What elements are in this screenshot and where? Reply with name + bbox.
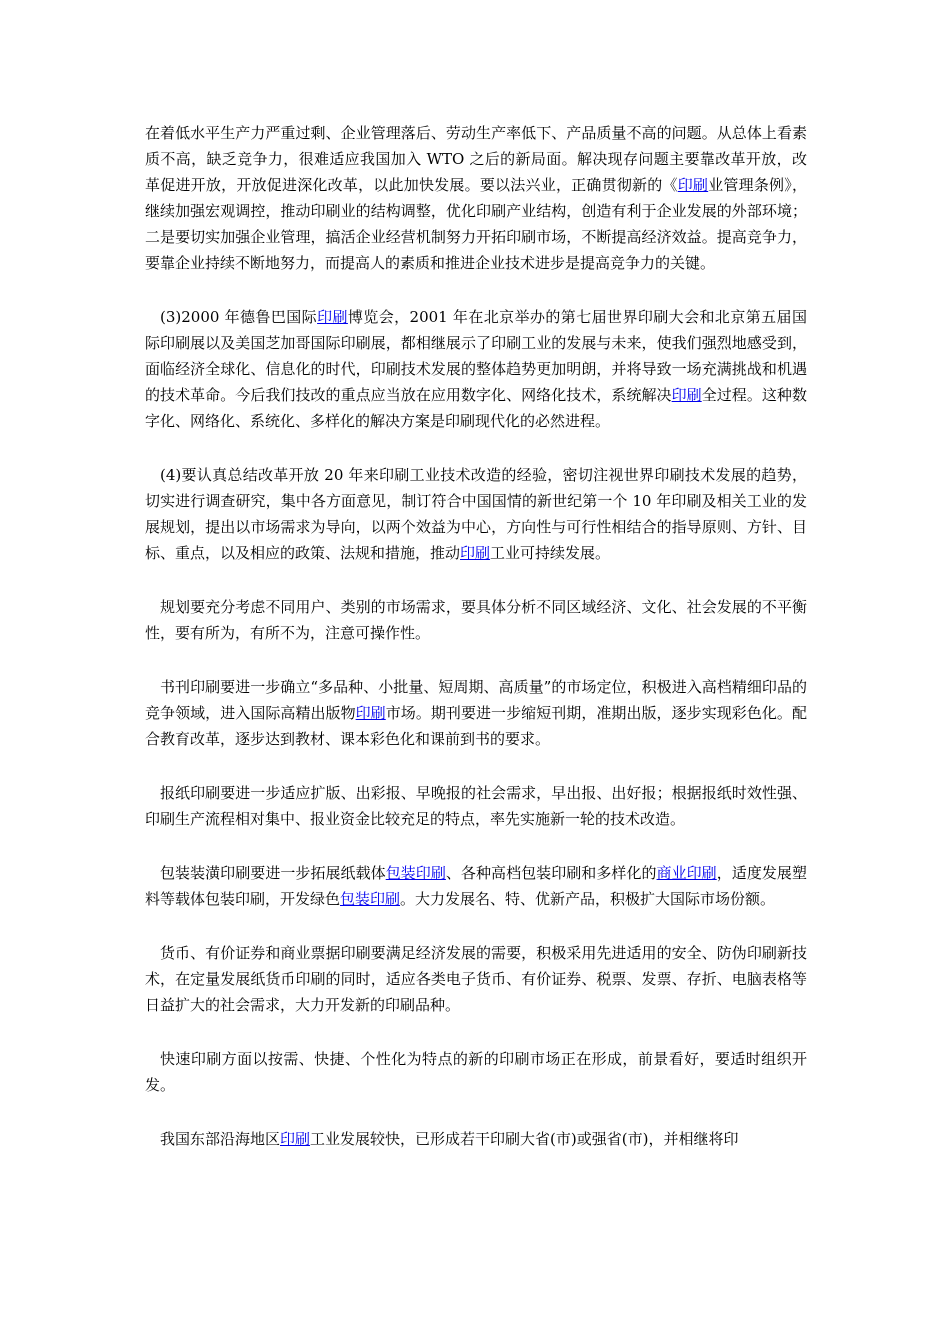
paragraph-p10 bbox=[145, 1126, 807, 1152]
paragraph-p4 bbox=[145, 594, 807, 646]
paragraph-p1 bbox=[145, 120, 807, 276]
paragraph-p2 bbox=[145, 304, 807, 434]
text-run: 工业可持续发展。 bbox=[490, 544, 611, 562]
inline-link[interactable]: 印刷 bbox=[460, 544, 491, 562]
text-run: 在着低水平生产力严重过剩、企业管理落后、劳动生产率低下、产品质量不高的问题。从总体上看素质不高，缺乏竞争力，很难适应我国加入 WTO 之后的新局面。解决现存问题主要靠改革开放，改革促进开放，开放促进深化改革，以此加快发展。要以法兴业，正确贯彻新的《 bbox=[145, 124, 807, 194]
inline-link[interactable]: 印刷 bbox=[280, 1130, 311, 1148]
inline-link[interactable]: 包装印刷 bbox=[385, 864, 446, 882]
text-run: 货币、有价证券和商业票据印刷要满足经济发展的需要，积极采用先进适用的安全、防伪印刷新技术，在定量发展纸货币印刷的同时，适应各类电子货币、有价证券、税票、发票、存折、电脑表格等日益扩大的社会需求，大力开发新的印刷品种。 bbox=[145, 944, 807, 1014]
inline-link[interactable]: 印刷 bbox=[671, 386, 702, 404]
paragraph-p7 bbox=[145, 860, 807, 912]
paragraph-p6 bbox=[145, 780, 807, 832]
text-run: (4)要认真总结改革开放 20 年来印刷工业技术改造的经验，密切注视世界印刷技术发展的趋势，切实进行调查研究，集中各方面意见，制订符合中国国情的新世纪第一个 10 年印刷及相关工业的发展规划，提出以市场需求为导向，以两个效益为中心，方向性与可行性相结合的指导原则、方针、目标、重点，以及相应的政策、法规和措施，推动 bbox=[145, 466, 807, 562]
text-run: 、各种高档包装印刷和多样化的 bbox=[445, 864, 657, 882]
text-run: 我国东部沿海地区 bbox=[160, 1130, 281, 1148]
inline-link[interactable]: 印刷 bbox=[677, 176, 709, 194]
inline-link[interactable]: 印刷 bbox=[317, 308, 348, 326]
text-run: 快速印刷方面以按需、快捷、个性化为特点的新的印刷市场正在形成，前景看好，要适时组织开发。 bbox=[145, 1050, 807, 1094]
text-run: 报纸印刷要进一步适应扩版、出彩报、早晚报的社会需求，早出报、出好报；根据报纸时效性强、印刷生产流程相对集中、报业资金比较充足的特点，率先实施新一轮的技术改造。 bbox=[145, 784, 807, 828]
text-run: 市场。期刊要进一步缩短刊期，准期出版，逐步实现彩色化。配合教育改革，逐步达到教材、课本彩色化和课前到书的要求。 bbox=[145, 704, 807, 748]
text-run: 工业发展较快，已形成若干印刷大省(市)或强省(市)，并相继将印 bbox=[310, 1130, 739, 1148]
text-run: 全过程。这种数字化、网络化、系统化、多样化的解决方案是印刷现代化的必然进程。 bbox=[145, 386, 807, 430]
text-run: ，适度发展塑料等载体包装印刷，开发绿色 bbox=[145, 864, 807, 908]
text-run: 博览会，2001 年在北京举办的第七届世界印刷大会和北京第五届国际印刷展以及美国芝加哥国际印刷展，都相继展示了印刷工业的发展与未来，使我们强烈地感受到，面临经济全球化、信息化的时代，印刷技术发展的整体趋势更加明朗，并将导致一场充满挑战和机遇的技术革命。今后我们技改的重点应当放在应用数字化、网络化技术，系统解决 bbox=[145, 308, 807, 404]
text-run: 书刊印刷要进一步确立“多品种、小批量、短周期、高质量”的市场定位，积极进入高档精细印品的竞争领域，进入国际高精出版物 bbox=[145, 678, 807, 722]
paragraph-p3 bbox=[145, 462, 807, 566]
text-run: (3)2000 年德鲁巴国际 bbox=[160, 308, 318, 326]
inline-link[interactable]: 印刷 bbox=[355, 704, 386, 722]
document-page bbox=[145, 120, 807, 1152]
inline-link[interactable]: 商业印刷 bbox=[656, 864, 717, 882]
text-run: 业管理条例》，继续加强宏观调控，推动印刷业的结构调整，优化印刷产业结构，创造有利于企业发展的外部环境；二是要切实加强企业管理，搞活企业经营机制努力开拓印刷市场，不断提高经济效益。提高竞争力，要靠企业持续不断地努力，而提高人的素质和推进企业技术进步是提高竞争力的关键。 bbox=[145, 176, 807, 272]
paragraph-p8 bbox=[145, 940, 807, 1018]
paragraph-p5 bbox=[145, 674, 807, 752]
text-run: 包装装潢印刷要进一步拓展纸载体 bbox=[160, 864, 386, 882]
text-run: 。大力发展名、特、优新产品，积极扩大国际市场份额。 bbox=[400, 890, 776, 908]
inline-link[interactable]: 包装印刷 bbox=[340, 890, 401, 908]
paragraph-p9 bbox=[145, 1046, 807, 1098]
text-run: 规划要充分考虑不同用户、类别的市场需求，要具体分析不同区域经济、文化、社会发展的不平衡性，要有所为，有所不为，注意可操作性。 bbox=[145, 598, 807, 642]
